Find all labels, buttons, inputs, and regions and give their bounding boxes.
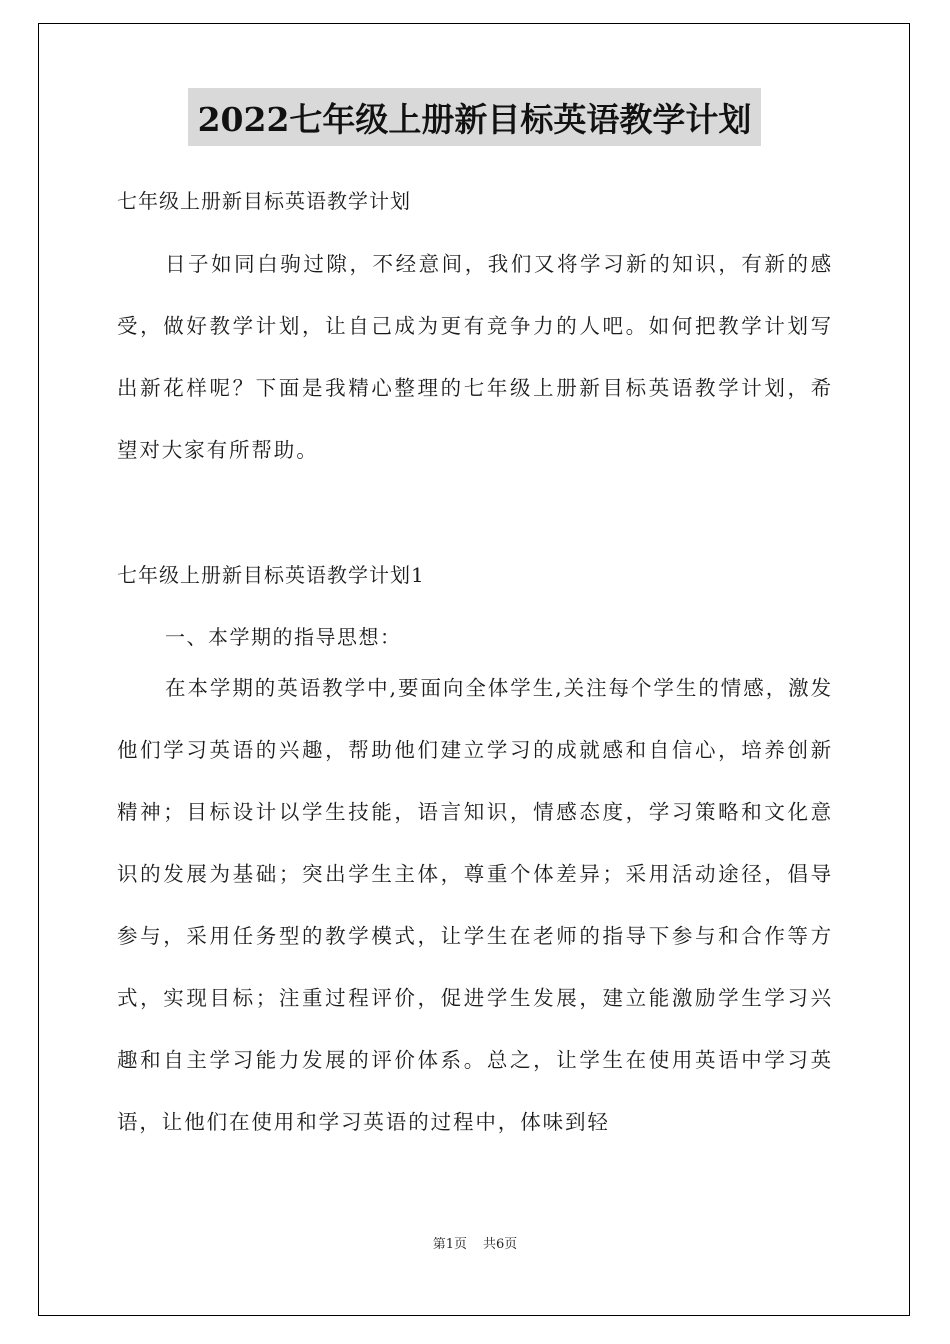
intro-paragraph: 日子如同白驹过隙，不经意间，我们又将学习新的知识，有新的感受，做好教学计划，让自己成为更有竞争力的人吧。如何把教学计划写出新花样呢？下面是我精心整理的七年级上册新目标英语教学计划，希望对大家有所帮助。 — [117, 252, 833, 462]
document-title: 2022七年级上册新目标英语教学计划 — [197, 99, 752, 139]
document-subtitle: 七年级上册新目标英语教学计划 — [117, 189, 411, 213]
document-title-box — [188, 88, 761, 146]
body-paragraph: 在本学期的英语教学中,要面向全体学生,关注每个学生的情感，激发他们学习英语的兴趣，帮助他们建立学习的成就感和自信心，培养创新精神；目标设计以学生技能，语言知识，情感态度，学习策略和文化意识的发展为基础；突出学生主体，尊重个体差异；采用活动途径，倡导参与，采用任务型的教学模式，让学生在老师的指导下参与和合作等方式，实现目标；注重过程评价，促进学生发展，建立能激励学生学习兴趣和自主学习能力发展的评价体系。总之，让学生在使用英语中学习英语，让他们在使用和学习英语的过程中，体味到轻 — [117, 676, 833, 1134]
page-number-current: 第1页 — [432, 1237, 467, 1252]
page-number-total: 共6页 — [483, 1237, 518, 1252]
section-heading: 七年级上册新目标英语教学计划1 — [117, 563, 425, 587]
page-footer — [0, 1233, 950, 1252]
section-subheading: 一、本学期的指导思想： — [165, 625, 402, 649]
